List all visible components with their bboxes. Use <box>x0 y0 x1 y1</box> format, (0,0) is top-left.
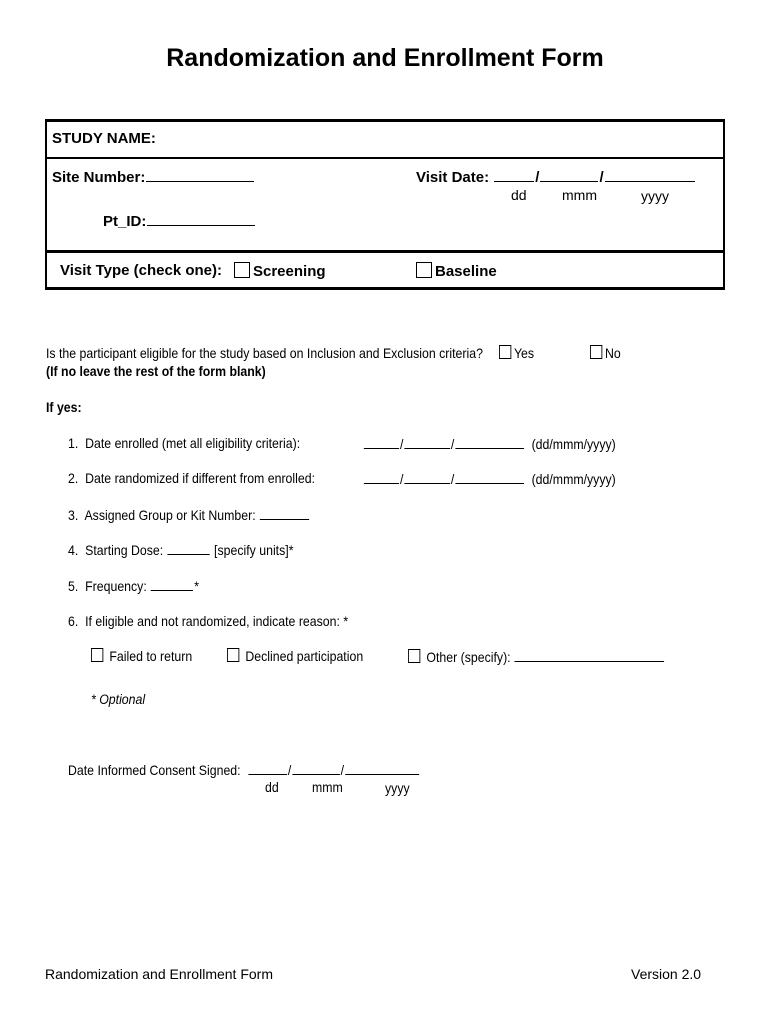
item-5-text: Frequency: <box>85 578 147 594</box>
item-1 <box>68 435 300 451</box>
screening-checkbox[interactable] <box>234 262 250 278</box>
item-3 <box>68 506 310 523</box>
item-1-number: 1. <box>68 435 79 451</box>
reason-other-checkbox[interactable] <box>408 649 420 663</box>
item-5 <box>68 577 199 594</box>
item-2-yyyy-field[interactable] <box>455 470 524 484</box>
optional-note: * Optional <box>91 691 146 707</box>
baseline-checkbox[interactable] <box>416 262 432 278</box>
eligibility-question: Is the participant eligible for the study based on Inclusion and Exclusion criteria? <box>46 345 483 361</box>
item-6 <box>68 613 348 629</box>
item-6-number: 6. <box>68 613 79 629</box>
item-3-text: Assigned Group or Kit Number: <box>84 507 256 523</box>
item-2-date-field[interactable]: / / (dd/mmm/yyyy) <box>363 470 616 487</box>
visit-date-mmm-field[interactable] <box>540 168 598 182</box>
item-2-text: Date randomized if different from enrolled: <box>85 470 316 486</box>
visit-date-mmm-hint: mmm <box>562 187 597 203</box>
item-4-text: Starting Dose: <box>85 542 164 558</box>
starting-dose-field[interactable] <box>168 541 210 555</box>
box-divider-2 <box>45 250 725 253</box>
item-2-format: (dd/mmm/yyyy) <box>531 471 616 487</box>
item-5-number: 5. <box>68 578 79 594</box>
kit-number-field[interactable] <box>260 506 309 520</box>
box-top-border <box>45 119 725 122</box>
eligible-no-checkbox[interactable] <box>590 345 602 359</box>
item-1-yyyy-field[interactable] <box>455 435 524 449</box>
screening-option[interactable] <box>234 262 326 280</box>
baseline-option[interactable] <box>416 262 497 280</box>
item-2-dd-field[interactable] <box>364 470 399 484</box>
consent-yyyy-hint: yyyy <box>385 780 410 796</box>
consent-dd-field[interactable] <box>248 761 287 775</box>
site-number-label: Site Number: <box>52 169 146 186</box>
reason-other-field[interactable] <box>515 648 665 662</box>
item-2-number: 2. <box>68 470 79 486</box>
visit-date-yyyy-field[interactable] <box>605 168 695 182</box>
form-title: Randomization and Enrollment Form <box>166 44 604 72</box>
site-number-row <box>52 168 255 186</box>
baseline-label: Baseline <box>435 263 497 280</box>
reason-failed-checkbox[interactable] <box>91 648 103 662</box>
reason-declined-option[interactable] <box>227 648 363 664</box>
eligible-yes-label: Yes <box>513 345 535 361</box>
visit-date-row: Visit Date: / / <box>416 168 696 186</box>
reason-failed-option[interactable] <box>91 648 192 664</box>
consent-mmm-hint: mmm <box>312 779 343 795</box>
item-6-text: If eligible and not randomized, indicate reason: * <box>85 613 349 629</box>
consent-label: Date Informed Consent Signed: <box>68 762 241 778</box>
item-1-mmm-field[interactable] <box>404 435 450 449</box>
site-number-field[interactable] <box>146 168 254 182</box>
if-yes-label: If yes: <box>46 399 82 415</box>
item-1-format: (dd/mmm/yyyy) <box>531 436 616 452</box>
eligible-yes-option[interactable] <box>499 345 534 361</box>
item-2 <box>68 470 315 486</box>
item-2-mmm-field[interactable] <box>404 470 450 484</box>
item-4-suffix: [specify units]* <box>214 542 294 558</box>
item-5-suffix: * <box>194 578 199 594</box>
pt-id-label: Pt_ID: <box>103 213 147 230</box>
eligible-no-option[interactable] <box>590 345 621 361</box>
study-name-label: STUDY NAME: <box>52 130 156 147</box>
box-divider-1 <box>45 157 725 159</box>
eligibility-note: (If no leave the rest of the form blank) <box>46 363 266 379</box>
item-4 <box>68 541 293 558</box>
frequency-field[interactable] <box>151 577 193 591</box>
footer-version: Version 2.0 <box>631 966 702 982</box>
item-4-number: 4. <box>68 542 79 558</box>
visit-date-yyyy-hint: yyyy <box>641 188 669 204</box>
visit-date-dd-field[interactable] <box>494 168 534 182</box>
reason-other-label: Other (specify): <box>426 649 511 665</box>
eligible-no-label: No <box>604 345 621 361</box>
item-3-number: 3. <box>68 507 79 523</box>
box-left-border <box>45 119 47 290</box>
item-1-text: Date enrolled (met all eligibility criteria): <box>85 435 301 451</box>
visit-date-dd-hint: dd <box>511 187 527 203</box>
reason-declined-checkbox[interactable] <box>227 648 239 662</box>
consent-yyyy-field[interactable] <box>345 761 419 775</box>
item-1-dd-field[interactable] <box>364 435 399 449</box>
consent-dd-hint: dd <box>265 779 279 795</box>
reason-declined-label: Declined participation <box>245 648 364 664</box>
footer-form-name: Randomization and Enrollment Form <box>45 966 273 982</box>
visit-type-label: Visit Type (check one): <box>60 262 222 279</box>
pt-id-row <box>103 212 256 230</box>
consent-mmm-field[interactable] <box>292 761 340 775</box>
pt-id-field[interactable] <box>147 212 255 226</box>
visit-date-label: Visit Date: <box>416 169 490 186</box>
reason-other-option[interactable] <box>408 648 665 665</box>
box-right-border <box>723 119 725 290</box>
consent-row: Date Informed Consent Signed: / / <box>68 761 420 778</box>
item-1-date-field[interactable]: / / (dd/mmm/yyyy) <box>363 435 616 452</box>
screening-label: Screening <box>253 263 326 280</box>
eligible-yes-checkbox[interactable] <box>499 345 511 359</box>
box-bottom-border <box>45 287 725 290</box>
reason-failed-label: Failed to return <box>109 648 193 664</box>
